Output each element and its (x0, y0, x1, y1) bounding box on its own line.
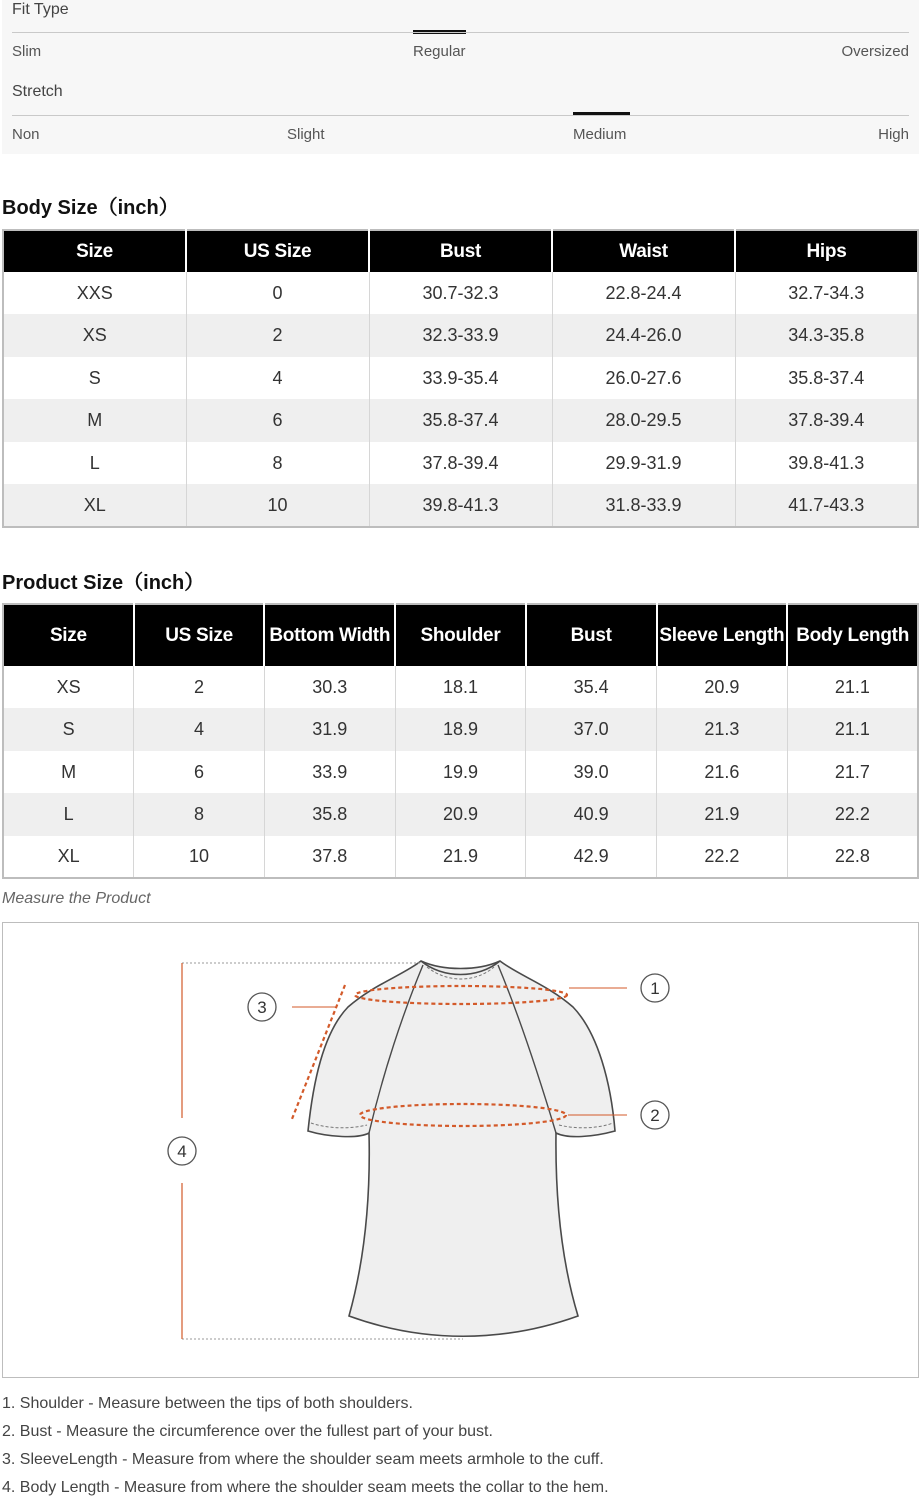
table-cell: 20.9 (657, 666, 788, 708)
table-cell: 22.2 (787, 793, 918, 836)
table-cell: 21.1 (787, 708, 918, 751)
table-cell: 42.9 (526, 836, 657, 878)
table-row (3, 666, 918, 708)
table-cell: 37.8-39.4 (369, 442, 552, 484)
table-cell: 18.9 (395, 708, 526, 751)
table-cell: S (3, 708, 134, 751)
table-cell: 37.8 (264, 836, 395, 878)
table-cell: 34.3-35.8 (735, 314, 918, 357)
table-row (3, 272, 918, 314)
table-cell: M (3, 751, 134, 793)
column-header: Bottom Width (264, 604, 395, 666)
table-row (3, 357, 918, 399)
table-cell: 4 (186, 357, 369, 399)
table-row (3, 793, 918, 836)
table-cell: 24.4-26.0 (552, 314, 735, 357)
note-body-length: 4. Body Length - Measure from where the shoulder seam meets the collar to the hem. (2, 1479, 609, 1496)
table-cell: 37.0 (526, 708, 657, 751)
fit-type-title: Fit Type (12, 1, 69, 18)
column-header: Hips (735, 230, 918, 272)
table-cell: 4 (134, 708, 265, 751)
table-cell: 22.8-24.4 (552, 272, 735, 314)
table-cell: 8 (134, 793, 265, 836)
table-cell: 21.1 (834, 676, 870, 697)
table-cell: 31.9 (264, 708, 395, 751)
table-cell: L (3, 793, 134, 836)
table-cell: XL (3, 836, 134, 878)
table-cell: 30.7-32.3 (369, 272, 552, 314)
table-cell: 32.3-33.9 (369, 314, 552, 357)
table-cell: 35.8 (264, 793, 395, 836)
stretch-scale-line (12, 115, 909, 116)
tshirt-shape (308, 961, 615, 1336)
table-row (3, 708, 918, 751)
table-cell: 35.8-37.4 (788, 367, 865, 388)
stretch-title: Stretch (12, 83, 63, 100)
table-cell: 39.0 (526, 751, 657, 793)
table-cell: M (3, 399, 186, 442)
table-cell: 2 (186, 314, 369, 357)
table-cell: 35.8-37.4 (369, 399, 552, 442)
table-cell: 20.9 (395, 793, 526, 836)
table-cell: 21.7 (834, 761, 870, 782)
note-bust: 2. Bust - Measure the circumference over the fullest part of your bust. (2, 1423, 493, 1440)
table-cell: 31.8-33.9 (552, 484, 735, 527)
stretch-label-high: High (878, 126, 909, 143)
note-shoulder: 1. Shoulder - Measure between the tips of both shoulders. (2, 1395, 413, 1412)
product-size-title: Product Size（inch） (2, 572, 205, 594)
measure-notes (2, 1393, 919, 1500)
table-cell: 22.8 (834, 846, 870, 866)
stretch-label-non: Non (12, 126, 40, 143)
column-header: Size (3, 230, 186, 272)
column-header: Body Length (787, 604, 918, 666)
column-header: Bust (369, 230, 552, 272)
table-cell: 19.9 (395, 751, 526, 793)
marker-1: 1 (650, 979, 660, 998)
table-cell: 0 (186, 272, 369, 314)
table-cell: 39.8-41.3 (369, 484, 552, 527)
fit-label-oversized: Oversized (841, 43, 909, 60)
table-cell: 22.2 (657, 836, 788, 878)
table-cell: XL (3, 484, 186, 527)
column-header: Bust (526, 604, 657, 666)
table-cell: 33.9 (264, 751, 395, 793)
table-row (3, 836, 918, 878)
column-header: Size (3, 604, 134, 666)
marker-2: 2 (650, 1106, 660, 1125)
table-row (3, 751, 918, 793)
marker-3: 3 (257, 998, 267, 1017)
table-cell: 10 (186, 484, 369, 527)
table-header-row (3, 230, 918, 272)
fit-type-scale-line (12, 32, 909, 33)
table-cell: S (3, 357, 186, 399)
product-size-table (2, 603, 919, 879)
column-header: US Size (186, 230, 369, 272)
table-cell: 32.7-34.3 (788, 282, 865, 303)
table-cell: 30.3 (264, 666, 395, 708)
table-cell: 21.3 (657, 708, 788, 751)
table-cell: L (3, 442, 186, 484)
table-cell: 29.9-31.9 (552, 442, 735, 484)
table-header-row (3, 604, 918, 666)
table-row (3, 442, 918, 484)
stretch-label-slight: Slight (287, 126, 325, 143)
table-row (3, 399, 918, 442)
body-size-title: Body Size（inch） (2, 197, 179, 219)
stretch-label-medium: Medium (573, 126, 627, 143)
table-cell: 28.0-29.5 (552, 399, 735, 442)
table-cell: 2 (134, 666, 265, 708)
table-cell: 35.4 (526, 666, 657, 708)
note-sleeve-length: 3. SleeveLength - Measure from where the shoulder seam meets armhole to the cuff. (2, 1451, 604, 1468)
table-cell: 6 (134, 751, 265, 793)
column-header: Shoulder (395, 604, 526, 666)
table-cell: 21.6 (657, 751, 788, 793)
table-cell: XS (3, 314, 186, 357)
column-header: US Size (134, 604, 265, 666)
marker-4: 4 (177, 1142, 187, 1161)
table-cell: 18.1 (395, 666, 526, 708)
table-cell: 40.9 (526, 793, 657, 836)
table-cell: 21.9 (395, 836, 526, 878)
table-cell: XXS (3, 272, 186, 314)
table-cell: 37.8-39.4 (735, 399, 918, 442)
table-cell: 26.0-27.6 (552, 357, 735, 399)
table-cell: 41.7-43.3 (735, 484, 918, 527)
table-cell: 10 (134, 836, 265, 878)
measure-caption: Measure the Product (2, 890, 151, 907)
table-cell: 21.9 (657, 793, 788, 836)
table-row (3, 484, 918, 527)
measure-diagram (2, 922, 919, 1378)
column-header: Waist (552, 230, 735, 272)
table-cell: 6 (186, 399, 369, 442)
fit-label-regular: Regular (413, 43, 466, 60)
table-row (3, 314, 918, 357)
tshirt-diagram (3, 923, 918, 1377)
fit-label-slim: Slim (12, 43, 42, 60)
table-cell: 8 (186, 442, 369, 484)
column-header: Sleeve Length (657, 604, 788, 666)
table-cell: XS (3, 666, 134, 708)
table-cell: 33.9-35.4 (369, 357, 552, 399)
fit-panel (2, 0, 919, 154)
body-size-table (2, 229, 919, 528)
table-cell: 39.8-41.3 (788, 452, 865, 473)
